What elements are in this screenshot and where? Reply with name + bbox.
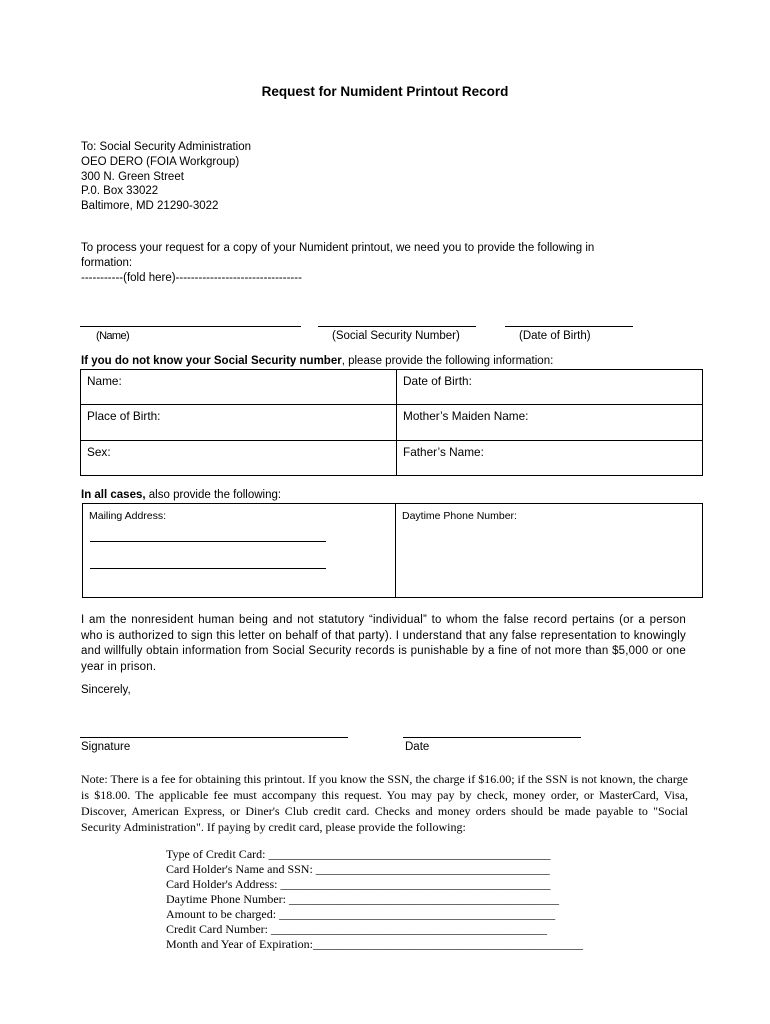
date-of-birth-cell[interactable]: [397, 370, 703, 405]
address-dept: OEO DERO (FOIA Workgroup): [81, 155, 240, 168]
address-street: 300 N. Green Street: [81, 170, 184, 183]
all-cases-heading-rest: also provide the following:: [145, 489, 282, 501]
mothers-maiden-name-cell[interactable]: [397, 405, 703, 441]
daytime-phone-label: Daytime Phone Number:: [402, 510, 517, 522]
fold-line: -----------(fold here)---------------------------------: [81, 272, 302, 284]
date-line[interactable]: [403, 737, 581, 738]
card-holder-name-ssn-field[interactable]: Card Holder's Name and SSN: _______________________________________: [166, 862, 550, 876]
ssn-line[interactable]: [318, 326, 476, 327]
mothers-maiden-name-label: Mother’s Maiden Name:: [403, 409, 529, 423]
page-title: Request for Numident Printout Record: [261, 84, 509, 99]
mailing-address-cell[interactable]: [83, 504, 396, 598]
daytime-phone-cell[interactable]: [396, 504, 703, 598]
dob-caption: (Date of Birth): [519, 330, 591, 342]
intro-line1: To process your request for a copy of your Numident printout, we need you to provide the following in: [81, 242, 595, 254]
sex-cell[interactable]: [81, 441, 397, 476]
unknown-ssn-heading: [81, 355, 553, 367]
fathers-name-cell[interactable]: [397, 441, 703, 476]
intro-line2: formation:: [81, 257, 133, 269]
daytime-phone-field[interactable]: Daytime Phone Number: _____________________________________________: [166, 892, 559, 906]
signature-label: Signature: [81, 741, 131, 753]
credit-card-number-field[interactable]: Credit Card Number: ______________________________________________: [166, 922, 547, 936]
name-caption: (Name): [96, 330, 130, 342]
place-of-birth-cell[interactable]: [81, 405, 397, 441]
amount-charged-field[interactable]: Amount to be charged: ______________________________________________: [166, 907, 556, 921]
all-cases-heading-bold: In all cases,: [81, 489, 146, 501]
credit-card-section: [166, 847, 583, 952]
unknown-ssn-heading-bold: If you do not know your Social Security number: [81, 355, 342, 367]
mailing-address-label: Mailing Address:: [89, 510, 167, 522]
fathers-name-label: Father’s Name:: [403, 445, 484, 459]
name-label: Name:: [87, 374, 122, 388]
all-cases-heading: [81, 489, 281, 501]
date-of-birth-label: Date of Birth:: [403, 374, 472, 388]
all-cases-table: [82, 503, 703, 598]
mailing-address-line-2[interactable]: [90, 568, 326, 569]
name-cell[interactable]: [81, 370, 397, 405]
name-line[interactable]: [80, 326, 301, 327]
unknown-ssn-heading-rest: , please provide the following information:: [341, 355, 554, 367]
closing: Sincerely,: [81, 684, 131, 696]
intro-paragraph: [81, 241, 686, 286]
signature-line[interactable]: [80, 737, 348, 738]
date-label: Date: [405, 741, 430, 753]
address-city: Baltimore, MD 21290-3022: [81, 200, 219, 213]
place-of-birth-label: Place of Birth:: [87, 409, 161, 423]
declaration-paragraph: I am the nonresident human being and not statutory “individual” to whom the false record pertains (or a person who is authorized to sign this letter on behalf of that party). I understand that any false representation to knowingly and willfully obtain information from Social Security records is punishable by a fine of not more than $5,000 or one year in prison.: [81, 614, 686, 673]
sex-label: Sex:: [87, 445, 111, 459]
credit-card-type-field[interactable]: Type of Credit Card: _______________________________________________: [166, 847, 551, 861]
dob-line[interactable]: [505, 326, 633, 327]
mailing-address-line-1[interactable]: [90, 541, 326, 542]
address-pobox: P.0. Box 33022: [81, 185, 159, 198]
expiration-field[interactable]: Month and Year of Expiration:_____________________________________________: [166, 937, 583, 951]
recipient-address: [81, 140, 251, 214]
card-holder-address-field[interactable]: Card Holder's Address: _____________________________________________: [166, 877, 551, 891]
fee-note: Note: There is a fee for obtaining this printout. If you know the SSN, the charge if $16.00; if the SSN is not known, the charge is $18.00. The applicable fee must accompany this request. You may pay by check, money order, or MasterCard, Visa, Discover, American Express, or Diner's Club credit card. Checks and money orders should be made payable to "Social Security Administration". If paying by credit card, please provide the following:: [81, 772, 688, 834]
ssn-caption: (Social Security Number): [332, 330, 460, 342]
unknown-ssn-table: [80, 369, 703, 476]
address-to: To: Social Security Administration: [81, 141, 252, 153]
